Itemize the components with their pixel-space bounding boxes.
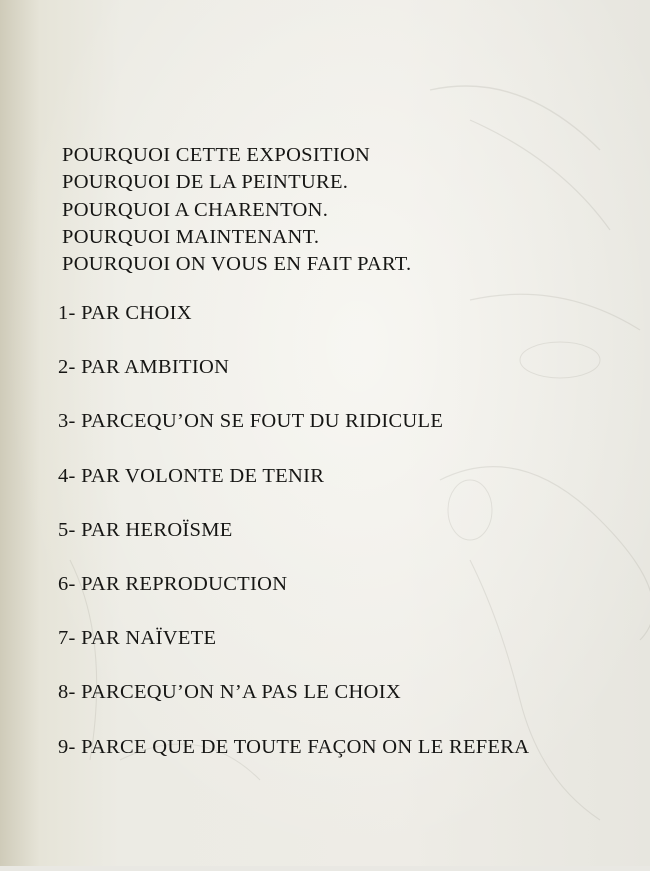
intro-line: POURQUOI MAINTENANT.: [62, 225, 320, 248]
intro-line: POURQUOI A CHARENTON.: [62, 198, 329, 221]
reason-item: 2- PAR AMBITION: [58, 356, 230, 379]
reason-item: 4- PAR VOLONTE DE TENIR: [58, 464, 325, 487]
reason-item: 3- PARCEQU’ON SE FOUT DU RIDICULE: [58, 410, 444, 433]
reason-item: 1- PAR CHOIX: [58, 302, 192, 324]
intro-line: POURQUOI ON VOUS EN FAIT PART.: [62, 253, 412, 276]
reason-item: 7- PAR NAÏVETE: [58, 627, 217, 650]
numbered-reasons-list: [58, 299, 529, 787]
intro-line: POURQUOI DE LA PEINTURE.: [62, 171, 349, 194]
reason-item: 9- PARCE QUE DE TOUTE FAÇON ON LE REFERA: [58, 735, 530, 758]
reason-item: 6- PAR REPRODUCTION: [58, 572, 288, 595]
show-through-heading: [285, 58, 291, 84]
intro-line: POURQUOI CETTE EXPOSITION: [62, 144, 371, 166]
reason-item: 5- PAR HEROÏSME: [58, 518, 233, 541]
reason-item: 8- PARCEQU’ON N’A PAS LE CHOIX: [58, 681, 401, 704]
intro-questions: [62, 142, 411, 278]
